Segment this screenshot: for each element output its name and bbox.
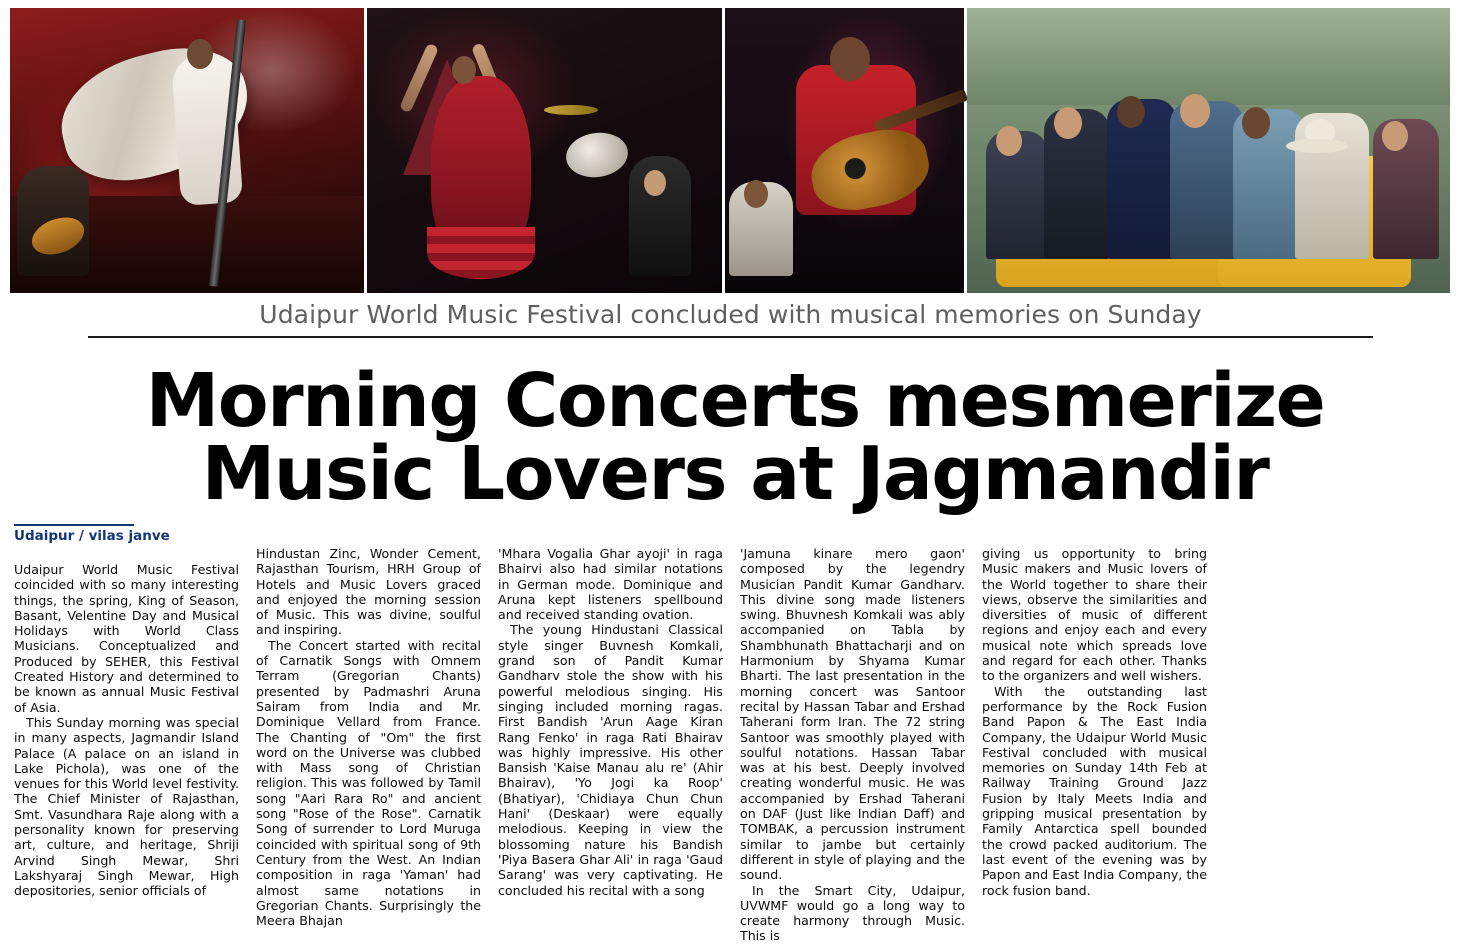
paragraph: In the Smart City, Udaipur, UVWMF would go a long way to create harmony through Music. This is — [740, 882, 965, 944]
paragraph: This Sunday morning was special in many aspects, Jagmandir Island Palace (A palace on an island in Lake Pichola), was one of the venues for this World level festivity. The Chief Minister of Rajasthan, Smt. Vasundhara Raje along with a personality known for preserving art, culture, and heritage, Shriji Arvind Singh Mewar, Shri Lakshyaraj Singh Mewar, High depositories, senior officials of — [14, 714, 239, 899]
drum-shape — [563, 129, 631, 181]
headline-rule — [88, 336, 1373, 338]
musician-head-shape — [644, 170, 666, 196]
guest-head-7 — [1382, 121, 1408, 151]
photo-strip — [10, 8, 1450, 293]
cymbal-shape — [544, 105, 598, 115]
headline-line-2: Music Lovers at Jagmandir — [201, 430, 1269, 517]
kicker-line — [88, 300, 1373, 329]
article-body — [14, 546, 1448, 944]
audience-dignitaries-photo — [967, 8, 1450, 293]
guest-head-4 — [1180, 94, 1210, 128]
kicker-text: Udaipur World Music Festival concluded with musical memories on Sunday — [259, 300, 1202, 329]
guitarist-head-shape — [830, 37, 870, 81]
garden-hedge-shape — [967, 8, 1450, 105]
article-column-2 — [256, 546, 481, 929]
paragraph: 'Mhara Vogalia Ghar ayoji' in raga Bhairvi also had similar notations in German mode. Dominique and Aruna kept listeners spellbound and received standing ovation. — [498, 546, 723, 623]
guest-head-3 — [1117, 96, 1145, 128]
paragraph: Udaipur World Music Festival coincided with so many interesting things, the spring, King of Season, Basant, Velentine Day and Musical Holidays with World Class Musicians. Conceptualized and Produced by SEHER, this Festival Created History and determined to be known as annual Music Festival of Asia. — [14, 562, 239, 715]
paragraph: The young Hindustani Classical style singer Buvnesh Komkali, grand son of Pandit Kumar Gandharv stole the show with his powerful melodious singing. His singing included morning ragas. First Bandish 'Arun Aage Kiran Rang Fenko' in raga Rati Bhairav was highly impressive. His other Bansish 'Kaise Manau alu re' (Ahir Bhairav), 'Yo Jogi ka Roop' (Bhatiyar), 'Chidiaya Chun Chun Hani' (Deskaar) were equally melodious. Keeping in view the blossoming nature his Bandish 'Piya Basera Ghar Ali' in raga 'Gaud Sarang' was very captivating. He concluded his recital with a song — [498, 622, 723, 898]
guest-head-1 — [996, 126, 1022, 156]
paragraph: 'Jamuna kinare mero gaon' composed by the legendry Musician Pandit Kumar Gandharv. This divine song made listeners swing. Bhuvnesh Komkali was ably accompanied on Tabla by Shambhunath Bhattacharji and on Harmonium by Shyama Kumar Bharti. The last presentation in the morning concert was Santoor recital by Hassan Tabar and Ershad Taherani form Iran. The 72 string Santoor was smoothly played with soulful notations. Hassan Tabar was at his best. Deeply involved creating wonderful music. He was accompanied by Ershad Taherani on DAF (Just like Indian Daff) and TOMBAK, a percussion instrument similar to jambe but certainly different in style of playing and the sound. — [740, 546, 965, 883]
flamenco-dancer-photo — [10, 8, 364, 293]
guest-head-2 — [1054, 107, 1082, 139]
article-column-5 — [982, 546, 1207, 898]
article-column-1 — [14, 546, 239, 899]
paragraph: giving us opportunity to bring Music makers and Music lovers of the World together to share their views, observe the similarities and diversities of music of different regions and enjoy each and every musical note which spreads love and regard for each other. Thanks to the organizers and well wishers. — [982, 546, 1207, 684]
flamenco-singer-photo — [367, 8, 721, 293]
headline-line-1: Morning Concerts mesmerize — [145, 358, 1325, 445]
background-person-head-shape — [744, 180, 768, 208]
paragraph: With the outstanding last performance by the Rock Fusion Band Papon & The East India Company, the Udaipur World Music Festival concluded with musical memories on Sunday 14th Feb at Railway Training Ground Jazz Fusion by Italy Meets India and gripping musical presentation by Family Antarctica spell bounded the crowd packed auditorium. The last event of the evening was by Papon and East India Company, the rock fusion band. — [982, 683, 1207, 898]
byline: Udaipur / vilas janve — [14, 528, 170, 544]
article-column-3 — [498, 546, 723, 898]
guitarist-photo — [725, 8, 965, 293]
paragraph: Hindustan Zinc, Wonder Cement, Rajasthan Tourism, HRH Group of Hotels and Music Lovers graced and enjoyed the morning session of Music. This was divine, soulful and inspiring. — [256, 546, 481, 638]
dress-ruffle-shape — [427, 227, 535, 279]
article-column-4 — [740, 546, 965, 944]
guest-shape-3 — [1107, 99, 1177, 259]
byline-rule — [14, 524, 134, 526]
paragraph: The Concert started with recital of Carnatik Songs with Omnem Terram (Gregorian Chants) presented by Padmashri Aruna Sairam from India and Mr. Dominique Vellard from France. The Chanting of "Om" the first word on the Universe was clubbed with Mass song of Christian religion. This was followed by Tamil song "Aari Rara Ro" and ancient song "Rose of the Rose". Carnatik Song of surrender to Lord Muruga coincided with spiritual song of 9th Century from the West. An Indian composition in raga 'Yaman' had almost same notations in Gregorian Chants. Surprisingly the Meera Bhajan — [256, 637, 481, 929]
page-title — [70, 358, 1400, 517]
